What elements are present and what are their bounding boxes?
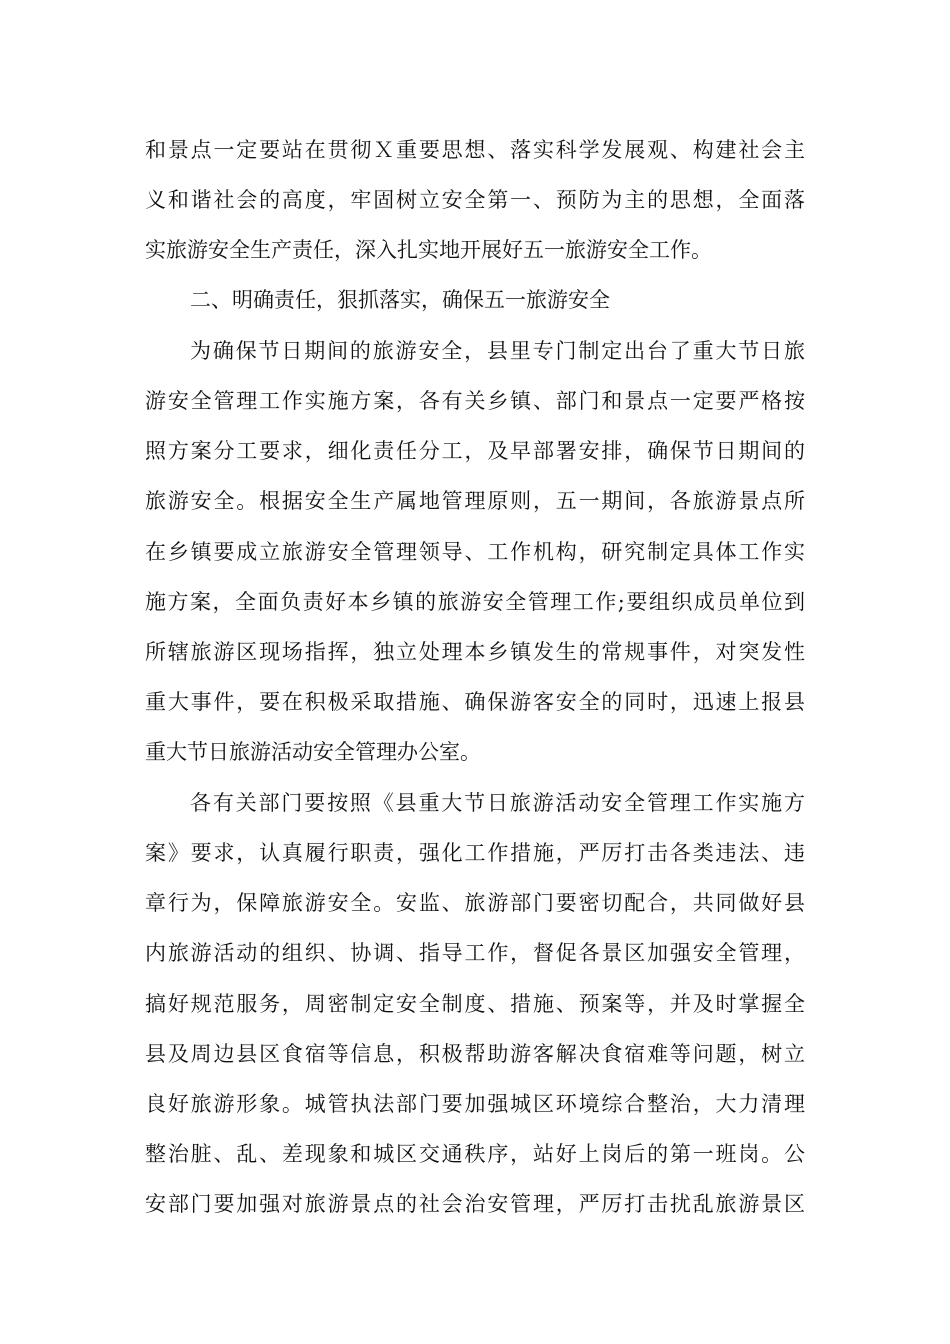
section-heading: 二、明确责任，狠抓落实，确保五一旅游安全 (190, 288, 610, 312)
text-line: 县及周边县区食宿等信息，积极帮助游客解决食宿难等问题，树立 (145, 1042, 805, 1066)
text-line: 章行为，保障旅游安全。安监、旅游部门要密切配合，共同做好县 (145, 891, 805, 915)
text-line: 案》要求，认真履行职责，强化工作措施，严厉打击各类违法、违 (145, 841, 805, 865)
text-line: 安部门要加强对旅游景点的社会治安管理，严厉打击扰乱旅游景区 (145, 1192, 805, 1216)
text-line: 在乡镇要成立旅游安全管理领导、工作机构，研究制定具体工作实 (145, 540, 805, 564)
text-line: 各有关部门要按照《县重大节日旅游活动安全管理工作实施方 (190, 791, 805, 815)
text-line: 旅游安全。根据安全生产属地管理原则，五一期间，各旅游景点所 (145, 489, 805, 513)
text-line: 为确保节日期间的旅游安全，县里专门制定出台了重大节日旅 (190, 339, 805, 363)
text-line: 重大节日旅游活动安全管理办公室。 (145, 740, 481, 764)
text-line: 游安全管理工作实施方案，各有关乡镇、部门和景点一定要严格按 (145, 389, 805, 413)
text-line: 施方案，全面负责好本乡镇的旅游安全管理工作;要组织成员单位到 (145, 590, 805, 614)
text-line: 义和谐社会的高度，牢固树立安全第一、预防为主的思想，全面落 (145, 188, 805, 212)
text-line: 和景点一定要站在贯彻Ｘ重要思想、落实科学发展观、构建社会主 (145, 138, 805, 162)
text-line: 重大事件，要在积极采取措施、确保游客安全的同时，迅速上报县 (145, 690, 805, 714)
text-line: 所辖旅游区现场指挥，独立处理本乡镇发生的常规事件，对突发性 (145, 640, 805, 664)
text-line: 实旅游安全生产责任，深入扎实地开展好五一旅游安全工作。 (145, 238, 712, 262)
text-line: 搞好规范服务，周密制定安全制度、措施、预案等，并及时掌握全 (145, 992, 805, 1016)
text-line: 内旅游活动的组织、协调、指导工作，督促各景区加强安全管理， (145, 941, 805, 965)
text-line: 照方案分工要求，细化责任分工，及早部署安排，确保节日期间的 (145, 439, 805, 463)
text-line: 整治脏、乱、差现象和城区交通秩序，站好上岗后的第一班岗。公 (145, 1142, 805, 1166)
text-line: 良好旅游形象。城管执法部门要加强城区环境综合整治，大力清理 (145, 1092, 805, 1116)
